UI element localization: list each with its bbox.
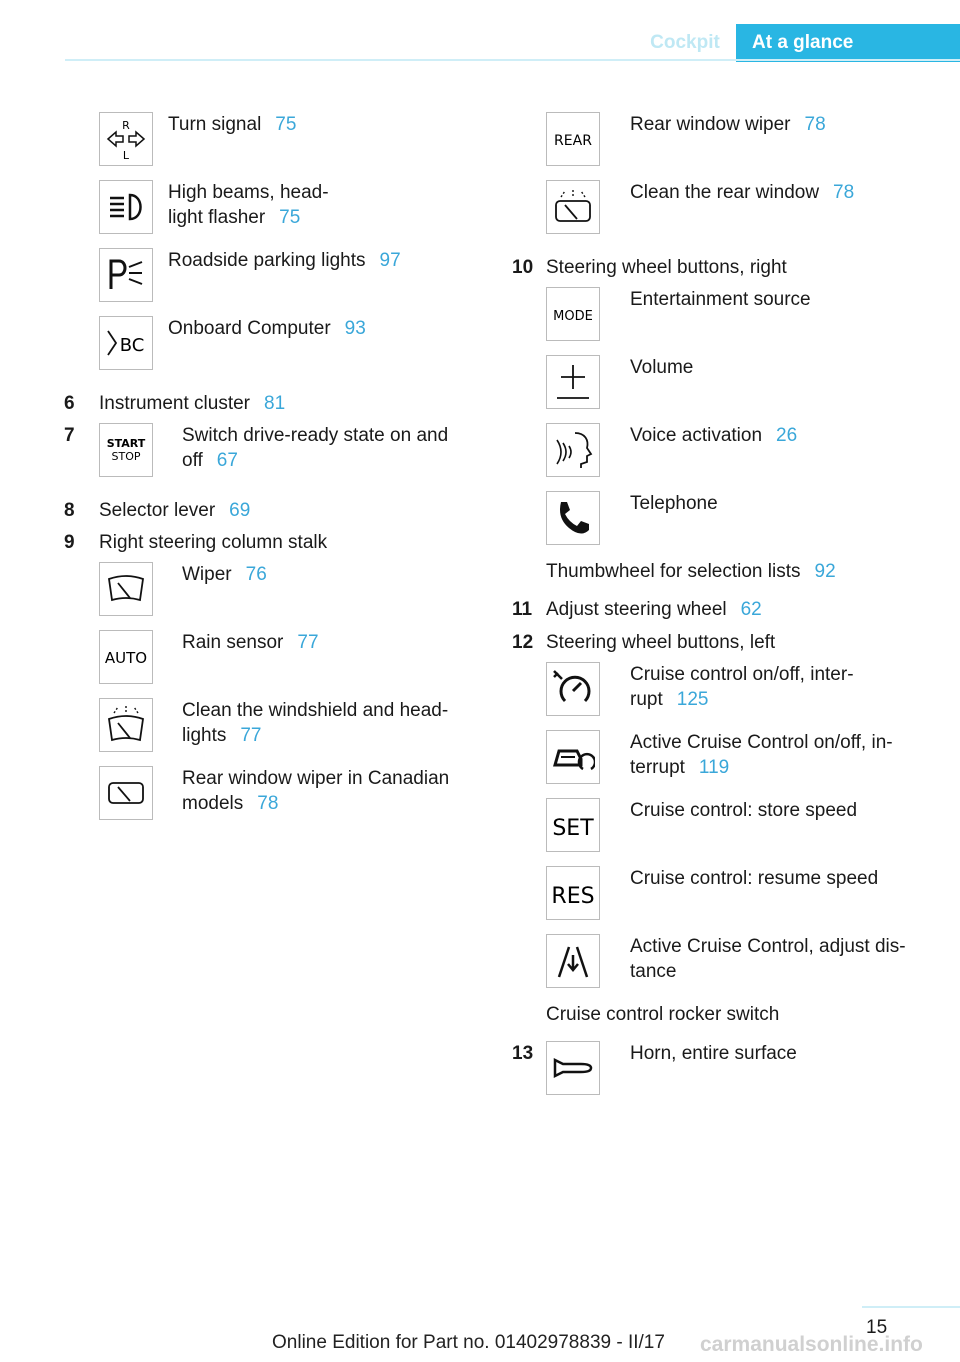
item-number: 11	[512, 599, 533, 620]
start-stop-label-2: off	[182, 450, 203, 471]
adjust-wheel-ref[interactable]: 62	[740, 599, 762, 620]
entertainment-source-label: Entertainment source	[630, 289, 811, 310]
wiper-ref[interactable]: 76	[245, 564, 267, 585]
svg-text:L: L	[122, 149, 130, 161]
rear-wiper-canada-label: Rear window wiper in Canadian	[182, 768, 450, 789]
start-stop-label: Switch drive-ready state on and	[182, 425, 449, 446]
wiper-label: Wiper	[182, 564, 232, 585]
header-section: Cockpit	[650, 32, 720, 53]
active-cruise-text	[630, 730, 893, 780]
mode-icon-text: MODE	[553, 309, 593, 324]
rear-wiper-ref[interactable]: 78	[804, 114, 826, 135]
cruise-control-ref[interactable]: 125	[676, 689, 709, 710]
cruise-control-text	[630, 662, 854, 712]
cruise-control-label: Cruise control on/off, inter-	[630, 664, 854, 685]
voice-activation-ref[interactable]: 26	[776, 425, 798, 446]
rain-sensor-ref[interactable]: 77	[297, 632, 319, 653]
rear-washer-label: Clean the rear window	[630, 182, 820, 203]
item-number: 12	[512, 632, 534, 653]
parking-light-label: Roadside parking lights	[168, 250, 366, 271]
horn-icon	[546, 1041, 600, 1095]
thumbwheel-label: Thumbwheel for selection lists	[546, 561, 801, 582]
rear-wiper-icon	[546, 112, 600, 166]
rear-washer-ref[interactable]: 78	[833, 182, 855, 203]
distance-label-2: tance	[630, 961, 677, 982]
edition-text: Online Edition for Part no. 01402978839 - II/17	[272, 1332, 665, 1353]
thumbwheel-ref[interactable]: 92	[814, 561, 836, 582]
header-chapter: At a glance	[736, 24, 960, 62]
selector-lever-ref[interactable]: 69	[229, 500, 251, 521]
rocker-switch-label: Cruise control rocker switch	[546, 1004, 780, 1025]
high-beam-ref[interactable]: 75	[279, 207, 301, 228]
watermark: carmanualsonline.info	[700, 1333, 923, 1356]
adjust-wheel-label: Adjust steering wheel	[546, 599, 727, 620]
instrument-cluster-label: Instrument cluster	[99, 393, 250, 414]
parking-light-ref[interactable]: 97	[379, 250, 401, 271]
page-number: 15	[866, 1317, 888, 1338]
item-number: 10	[512, 257, 534, 278]
horn-label: Horn, entire surface	[630, 1043, 797, 1064]
thumbwheel-text	[546, 559, 836, 584]
selector-lever-label: Selector lever	[99, 500, 216, 521]
resume-speed-icon-text: RES	[551, 884, 595, 909]
adjust-wheel-text	[546, 597, 762, 622]
set-speed-icon	[546, 798, 600, 852]
start-stop-icon-line1: START	[106, 437, 146, 450]
item-number: 7	[64, 425, 75, 446]
high-beam-label-2: light flasher	[168, 207, 266, 228]
rain-sensor-icon-text: AUTO	[104, 649, 148, 667]
rear-wiper-text	[630, 112, 826, 137]
rear-wiper-label: Rear window wiper	[630, 114, 791, 135]
rear-wiper-canada-ref[interactable]: 78	[257, 793, 279, 814]
mode-icon	[546, 287, 600, 341]
distance-label: Active Cruise Control, adjust dis-	[630, 936, 906, 957]
resume-speed-label: Cruise control: resume speed	[630, 868, 879, 889]
item-number: 8	[64, 500, 75, 521]
svg-text:R: R	[122, 119, 130, 132]
onboard-computer-label: Onboard Computer	[168, 318, 331, 339]
rain-sensor-label: Rain sensor	[182, 632, 284, 653]
distance-text	[630, 934, 906, 984]
volume-label: Volume	[630, 357, 694, 378]
rear-wiper-canada-label-2: models	[182, 793, 244, 814]
resume-speed-icon	[546, 866, 600, 920]
item-number: 6	[64, 393, 75, 414]
store-speed-label: Cruise control: store speed	[630, 800, 858, 821]
windshield-washer-label-2: lights	[182, 725, 227, 746]
svg-text:BC: BC	[119, 335, 145, 356]
cruise-control-label-2: rupt	[630, 689, 663, 710]
voice-activation-icon	[546, 423, 600, 477]
cruise-control-icon	[546, 662, 600, 716]
item-number: 9	[64, 532, 75, 553]
active-cruise-label-2: terrupt	[630, 757, 685, 778]
voice-activation-text	[630, 423, 797, 448]
active-cruise-label: Active Cruise Control on/off, in-	[630, 732, 893, 753]
volume-icon	[546, 355, 600, 409]
telephone-icon	[546, 491, 600, 545]
item-number: 13	[512, 1043, 534, 1064]
rear-washer-text	[630, 180, 854, 205]
onboard-computer-ref[interactable]: 93	[344, 318, 366, 339]
set-speed-icon-text: SET	[552, 816, 594, 841]
right-stalk-label: Right steering column stalk	[99, 532, 328, 553]
high-beam-label: High beams, head-	[168, 182, 329, 203]
rear-wiper-icon-text: REAR	[554, 133, 592, 149]
start-stop-icon-line2: STOP	[111, 450, 141, 463]
turn-signal-ref[interactable]: 75	[275, 114, 297, 135]
active-cruise-ref[interactable]: 119	[698, 757, 730, 778]
voice-activation-label: Voice activation	[630, 425, 763, 446]
wheel-left-label: Steering wheel buttons, left	[546, 632, 776, 653]
wheel-right-label: Steering wheel buttons, right	[546, 257, 787, 278]
start-stop-ref[interactable]: 67	[216, 450, 238, 471]
footer-rule	[862, 1306, 960, 1308]
windshield-washer-ref[interactable]: 77	[240, 725, 262, 746]
turn-signal-label: Turn signal	[168, 114, 262, 135]
distance-icon	[546, 934, 600, 988]
telephone-label: Telephone	[630, 493, 718, 514]
windshield-washer-label: Clean the windshield and head-	[182, 700, 449, 721]
rear-washer-icon	[546, 180, 600, 234]
instrument-cluster-ref[interactable]: 81	[264, 393, 286, 414]
active-cruise-icon	[546, 730, 600, 784]
